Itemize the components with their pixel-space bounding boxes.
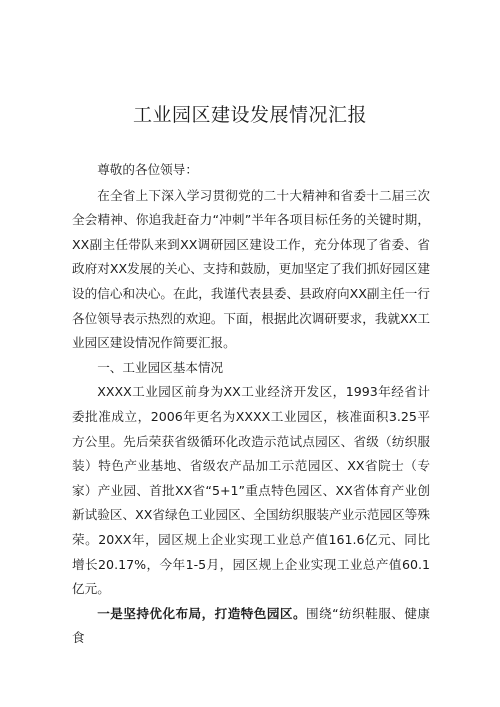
salutation: 尊敬的各位领导： [97,162,198,177]
document-title: 工业园区建设发展情况汇报 [132,104,367,126]
section-paragraph: XXXX工业园区前身为XX工业经济开发区，1993年经省计委批准成立，2006年更名为XXXX工业园区，核准面积3.25平方公里。先后荣获省级循环化改造示范试点园区、省级（纺织服装）特色产业基地、省级农产品加工示范园区、XX省院士（专家）产业园、首批XX省“5+1”重点特色园区、XX省体育产业创新试验区、XX省绿色工业园区、全国纺织服装产业示范园区等殊荣。20XX年，园区规上企业实现工业总产值161.6亿元、同比增长20.17%，今年1-5月，园区规上企业实现工业总产值60.1亿元。 [72,384,430,597]
bold-lead-text: 一是坚持优化布局，打造特色园区。 [97,605,307,621]
paragraph-continuation: 围绕“纺织鞋服、健康食 [72,605,431,646]
bold-lead-paragraph [72,602,430,651]
section-heading: 一、工业园区基本情况 [97,359,224,375]
intro-paragraph: 在全省上下深入学习贯彻党的二十大精神和省委十二届三次全会精神、你追我赶奋力“冲刺”半年各项目标任务的关键时期，XX副主任带队来到XX调研园区建设工作，充分体现了省委、省政府对XX发展的关心、支持和鼓励，更加坚定了我们抓好园区建设的信心和决心。在此，我谨代表县委、县政府向XX副主任一行各位领导表示热烈的欢迎。下面，根据此次调研要求，我就XX工业园区建设情况作简要汇报。 [72,187,430,351]
document-body [72,158,430,651]
